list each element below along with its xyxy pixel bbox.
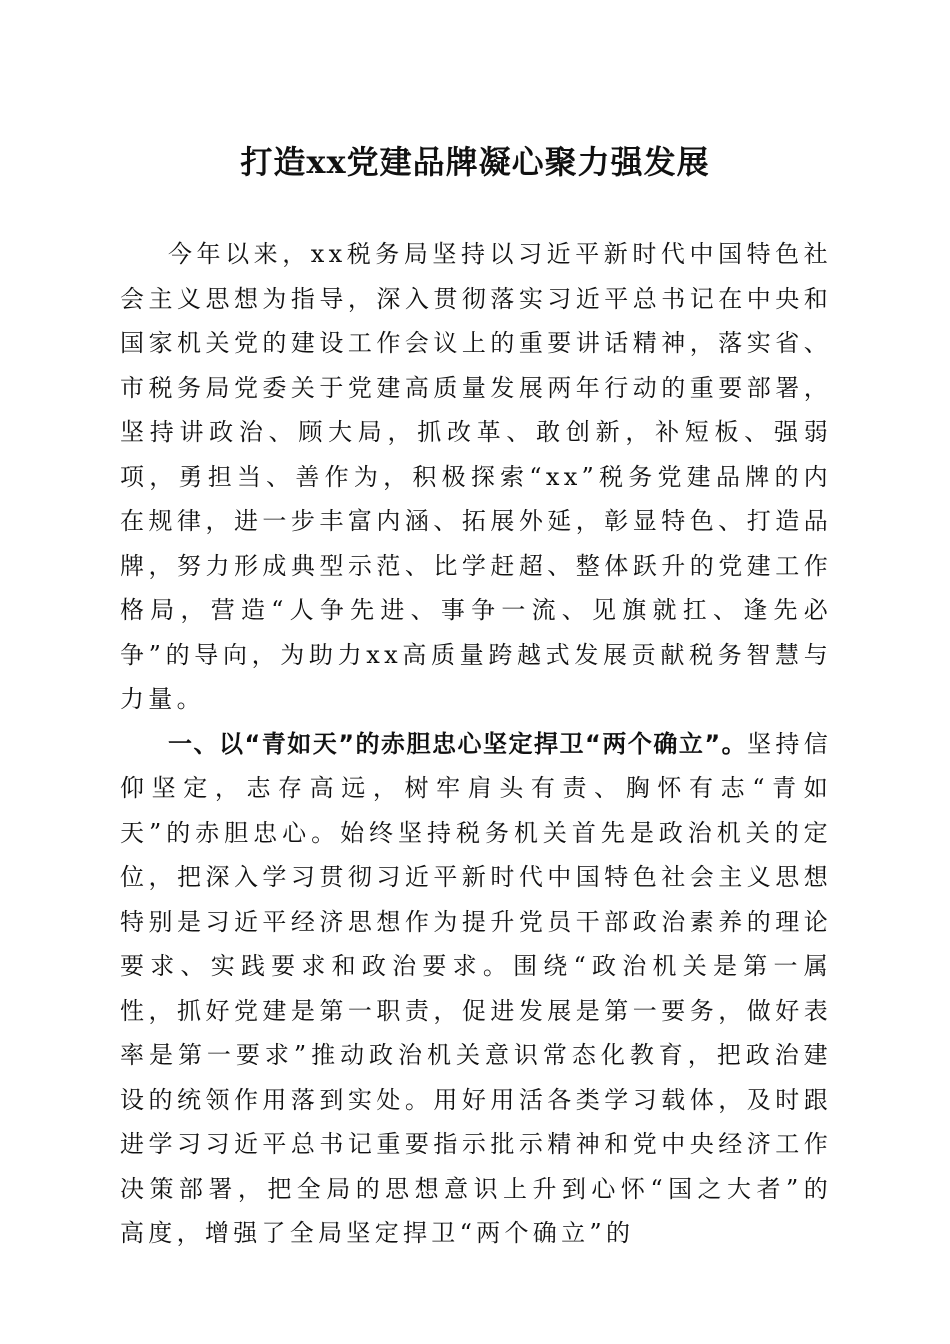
section-1-text: 坚持信仰坚定，志存高远，树牢肩头有责、胸怀有志“青如天”的赤胆忠心。始终坚持税务机关首先是政治机关的定位，把深入学习贯彻习近平新时代中国特色社会主义思想特别是习近平经济思想作为提升党员干部政治素养的理论要求、实践要求和政治要求。围绕“政治机关是第一属性，抓好党建是第一职责，促进发展是第一要务，做好表率是第一要求”推动政治机关意识常态化教育，把政治建设的统领作用落到实处。用好用活各类学习载体，及时跟进学习习近平总书记重要指示批示精神和党中央经济工作决策部署，把全局的思想意识上升到心怀“国之大者”的高度，增强了全局坚定捍卫“两个确立”的 xyxy=(120,729,832,1247)
document-title: 打造xx党建品牌凝心聚力强发展 xyxy=(240,143,710,181)
section-1-heading: 一、以“青如天”的赤胆忠心坚定捍卫“两个确立”。 xyxy=(168,729,748,758)
intro-paragraph: 今年以来，xx税务局坚持以习近平新时代中国特色社会主义思想为指导，深入贯彻落实习近平总书记在中央和国家机关党的建设工作会议上的重要讲话精神，落实省、市税务局党委关于党建高质量发展两年行动的重要部署，坚持讲政治、顾大局，抓改革、敢创新，补短板、强弱项，勇担当、善作为，积极探索“xx”税务党建品牌的内在规律，进一步丰富内涵、拓展外延，彰显特色、打造品牌，努力形成典型示范、比学赶超、整体跃升的党建工作格局，营造“人争先进、事争一流、见旗就扛、逢先必争”的导向，为助力xx高质量跨越式发展贡献税务智慧与力量。 xyxy=(120,240,832,713)
section-1-paragraph xyxy=(120,722,832,1256)
document-body xyxy=(120,232,832,1256)
